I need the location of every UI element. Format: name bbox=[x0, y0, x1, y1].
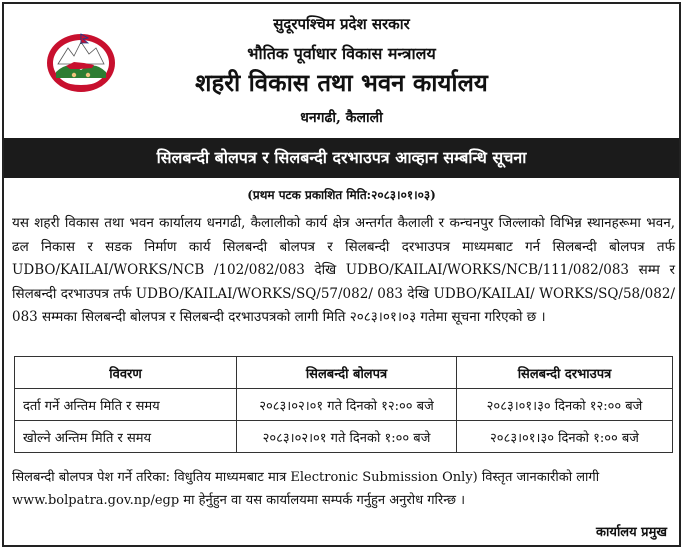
table-row bbox=[15, 389, 673, 421]
column-header-quotation: सिलबन्दी दरभाउपत्र bbox=[457, 357, 673, 389]
row-label-submission: दर्ता गर्ने अन्तिम मिति र समय bbox=[15, 389, 237, 421]
column-header-bid: सिलबन्दी बोलपत्र bbox=[237, 357, 457, 389]
schedule-table bbox=[14, 356, 673, 453]
ministry-title: भौतिक पूर्वाधार विकास मन्त्रालय bbox=[247, 44, 436, 63]
submission-instructions: सिलबन्दी बोलपत्र पेश गर्ने तरिका: विधुतिय माध्यमबाट मात्र Electronic Submission Only) विस्तृत जानकारीको लागी www.bolpatra.gov.np/egp मा हेर्नुहुन वा यस कार्यालयमा सम्पर्क गर्नुहुन अनुरोध गरिन्छ । bbox=[12, 470, 600, 508]
quotation-submission-deadline: २०८३।०१।३० दिनको १२:०० बजे bbox=[457, 389, 673, 421]
office-head-signature: कार्यालय प्रमुख bbox=[596, 525, 667, 540]
notice-title-banner: सिलबन्दी बोलपत्र र सिलबन्दी दरभाउपत्र आव्हान सम्बन्धि सूचना bbox=[4, 138, 679, 178]
bid-submission-deadline: २०८३।०२।०१ गते दिनको १२:०० बजे bbox=[237, 389, 457, 421]
table-header-row bbox=[15, 357, 673, 389]
column-header-description: विवरण bbox=[15, 357, 237, 389]
office-title: शहरी विकास तथा भवन कार्यालय bbox=[195, 68, 488, 97]
province-government-title: सुदूरपश्चिम प्रदेश सरकार bbox=[273, 15, 410, 33]
notice-body-text: यस शहरी विकास तथा भवन कार्यालय धनगढी, कैलालीको कार्य क्षेत्र अन्तर्गत कैलाली र कन्चनपुर जिल्लाको विभिन्न स्थानहरूमा भवन, ढल निकास र सडक निर्माण कार्य सिलबन्दी बोलपत्र र सिलबन्दी दरभाउपत्र माध्यमबाट गर्न सिलबन्दी बोलपत्र तर्फ UDBO/KAILAI/WORKS/NCB /102/082/083 देखि UDBO/KAILAI/WORKS/NCB/111/082/083 सम्म र सिलबन्दी दरभाउपत्र तर्फ UDBO/KAILAI/WORKS/SQ/57/082/ 083 देखि UDBO/KAILAI/ WORKS/SQ/58/082/ 083 सम्मका सिलबन्दी बोलपत्र र सिलबन्दी दरभाउपत्रको लागी मिति २०८३।०१।०३ गतेमा सूचना गरिएको छ । bbox=[12, 215, 675, 325]
bid-opening-deadline: २०८३।०२।०१ गते दिनको १:०० बजे bbox=[237, 421, 457, 453]
office-location: धनगढी, कैलाली bbox=[300, 110, 383, 126]
notice-page bbox=[2, 2, 681, 547]
publication-date: (प्रथम पटक प्रकाशित मिति:२०८३।०१।०३) bbox=[247, 188, 436, 202]
table-row bbox=[15, 421, 673, 453]
quotation-opening-deadline: २०८३।०१।३० दिनको १:०० बजे bbox=[457, 421, 673, 453]
row-label-opening: खोल्ने अन्तिम मिति र समय bbox=[15, 421, 237, 453]
